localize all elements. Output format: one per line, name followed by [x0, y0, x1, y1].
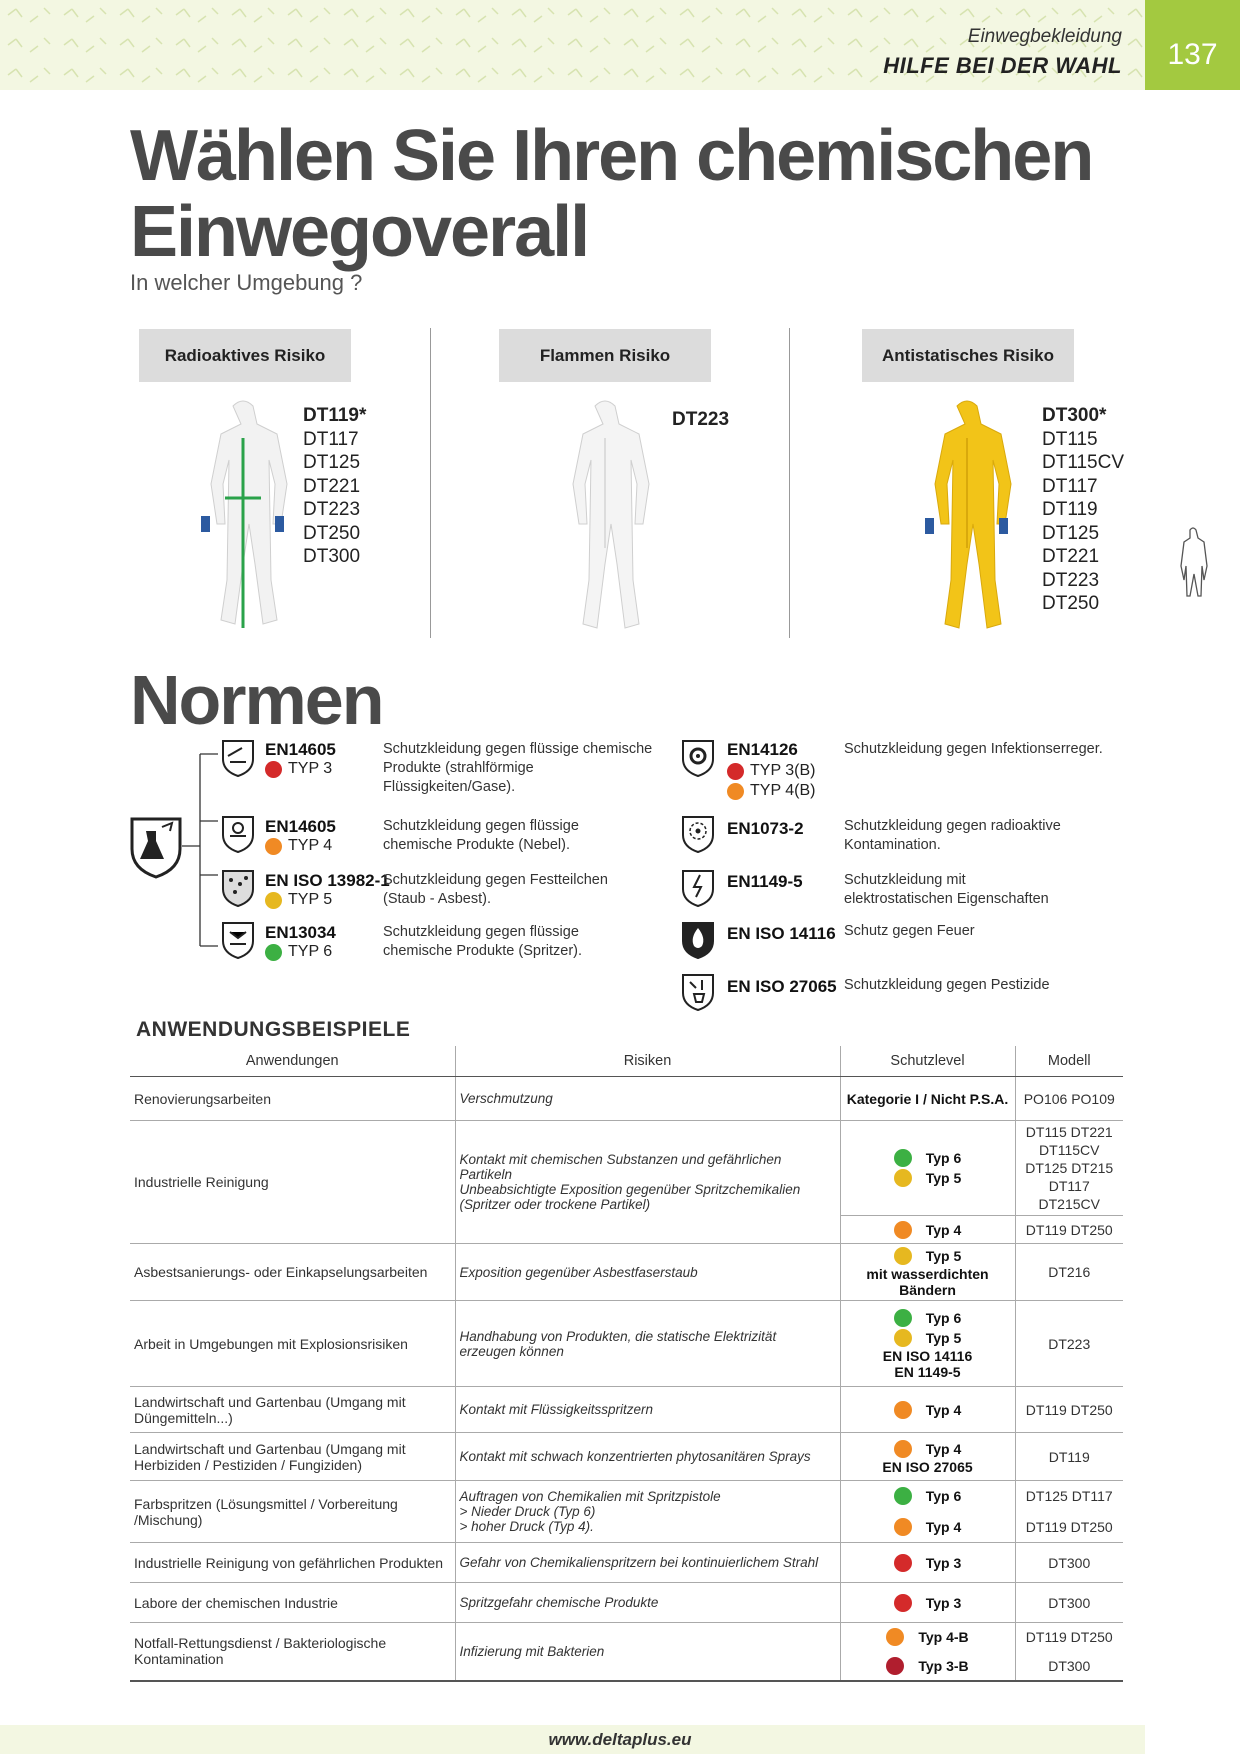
model-item: DT115CV: [1042, 452, 1125, 473]
norm-type: TYP 6: [288, 943, 333, 960]
level-dot-dark-red: [886, 1657, 904, 1675]
col-header-level: Schutzlevel: [840, 1046, 1015, 1077]
antistatic-icon: [680, 868, 716, 908]
level-dot-orange: [727, 783, 744, 800]
level-norm: EN 1149-5: [894, 1363, 961, 1380]
cell-level: [840, 1481, 1015, 1512]
cell-level: [840, 1652, 1015, 1681]
divider: [789, 328, 790, 638]
risk-line: Auftragen von Chemikalien mit Spritzpistole: [459, 1489, 721, 1504]
level-dot-green: [265, 944, 282, 961]
cell-application: Industrielle Reinigung: [130, 1121, 455, 1244]
norm-code: EN ISO 27065: [727, 977, 837, 996]
norm-desc: Schutzkleidung gegen Pestizide: [844, 977, 1050, 993]
level-label: Typ 4: [925, 1518, 962, 1535]
liquid-jet-icon: [220, 738, 256, 778]
cell-model: DT119 DT250: [1015, 1623, 1123, 1652]
header-title: HILFE BEI DER WAHL: [883, 53, 1122, 78]
cell-level: [840, 1121, 1015, 1216]
model-list-radioactive: [303, 404, 366, 569]
level-dot-orange: [894, 1401, 912, 1419]
risk-line: Unbeabsichtigte Exposition gegenüber Spritzchemikalien: [459, 1182, 801, 1197]
cell-risk: Spritzgefahr chemische Produkte: [455, 1583, 840, 1623]
table-row: [130, 1077, 1123, 1121]
norm-type: TYP 4(B): [750, 782, 816, 799]
norm-code: EN14605: [265, 817, 336, 836]
coverall-outline-icon: [1178, 526, 1208, 612]
norm-item: [265, 817, 336, 855]
cell-risk: Exposition gegenüber Asbestfaserstaub: [455, 1244, 840, 1301]
model-item: DT223: [303, 499, 361, 520]
level-note: mit wasserdichten Bändern: [866, 1266, 989, 1298]
level-label: Typ 6: [925, 1309, 962, 1326]
level-norm: EN ISO 14116: [882, 1347, 973, 1364]
level-label: Typ 4-B: [918, 1629, 969, 1646]
model-featured: DT119*: [303, 405, 367, 426]
table-row: [130, 1121, 1123, 1216]
risk-line: (Spritzer oder trockene Partikel): [459, 1197, 651, 1212]
model-item: DT221: [303, 475, 361, 497]
model-item: DT221: [1042, 546, 1100, 567]
norm-code: EN13034: [265, 923, 336, 942]
cell-level: [840, 1583, 1015, 1623]
norm-code: EN14126: [727, 740, 798, 759]
risk-label-radioactive: Radioaktives Risiko: [139, 329, 351, 382]
model-item: DT250: [1042, 593, 1100, 614]
cell-application: Notfall-Rettungsdienst / Bakteriologische Kontamination: [130, 1623, 455, 1681]
norm-code: EN1149-5: [727, 872, 803, 891]
flame-icon: [680, 920, 716, 960]
norm-desc: Schutzkleidung gegen Infektionserreger.: [844, 741, 1103, 757]
table-row: [130, 1433, 1123, 1481]
coverall-image-white-green: [195, 398, 291, 633]
model-item: DT115: [1042, 428, 1098, 450]
cell-risk: Handhabung von Produkten, die statische Elektrizität erzeugen können: [455, 1301, 840, 1387]
norm-desc: Schutzkleidung mit elektrostatischen Eigenschaften: [844, 872, 1049, 907]
cell-application: Labore der chemischen Industrie: [130, 1583, 455, 1623]
norm-code: EN ISO 13982-1: [265, 871, 390, 890]
table-row: [130, 1623, 1123, 1652]
level-dot-yellow: [265, 892, 282, 909]
norm-item: [727, 740, 816, 800]
level-dot-orange: [894, 1440, 912, 1458]
level-dot-green: [894, 1309, 912, 1327]
cell-model: DT119 DT250: [1015, 1387, 1123, 1433]
col-header-applications: Anwendungen: [130, 1046, 455, 1077]
cell-risk: [455, 1481, 840, 1543]
model-item: DT125: [303, 452, 361, 473]
norm-item: [265, 923, 336, 961]
model-item: DT125: [1042, 522, 1100, 544]
cell-model: PO106 PO109: [1015, 1077, 1123, 1121]
level-label: Typ 3: [925, 1594, 962, 1611]
cell-application: Asbestsanierungs- oder Einkapselungsarbeiten: [130, 1244, 455, 1301]
level-dot-orange: [886, 1628, 904, 1646]
normen-heading: Normen: [130, 661, 383, 739]
page-title-line2: Einwegoverall: [130, 192, 589, 272]
bracket-lines: [180, 750, 220, 950]
cell-level: [840, 1387, 1015, 1433]
cell-model: DT300: [1015, 1583, 1123, 1623]
page-title-line1: Wählen Sie Ihren chemischen: [130, 116, 1093, 196]
level-label: Typ 3-B: [918, 1657, 969, 1674]
cell-level: [840, 1433, 1015, 1481]
cell-risk: Gefahr von Chemikalienspritzern bei kontinuierlichem Strahl: [455, 1543, 840, 1583]
page-number: 137: [1145, 0, 1240, 90]
model-item: DT117: [303, 428, 359, 450]
norm-type: TYP 5: [288, 891, 333, 908]
model-item: DT250: [303, 522, 361, 544]
norm-desc: Schutzkleidung gegen radioaktive Kontamination.: [844, 818, 1061, 853]
cell-level: [840, 1512, 1015, 1543]
applications-table: [130, 1046, 1123, 1682]
cell-model: DT119 DT250: [1015, 1216, 1123, 1244]
radioactive-icon: [680, 814, 716, 854]
level-label: Typ 3: [925, 1554, 962, 1571]
level-dot-orange: [265, 838, 282, 855]
model-featured: DT223: [672, 409, 730, 430]
norm-desc: Schutz gegen Feuer: [844, 923, 975, 939]
cell-model: DT125 DT117: [1015, 1481, 1123, 1512]
norm-code: EN1073-2: [727, 819, 804, 838]
norm-desc: Schutzkleidung gegen Festteilchen (Staub - Asbest).: [383, 872, 608, 907]
norm-item: [265, 871, 390, 909]
cell-risk: Verschmutzung: [455, 1077, 840, 1121]
norm-type: TYP 3: [288, 760, 333, 777]
level-dot-yellow: [894, 1169, 912, 1187]
model-item: DT223: [1042, 569, 1100, 591]
table-row: [130, 1543, 1123, 1583]
norm-desc: Schutzkleidung gegen flüssige chemische Produkte (strahlförmige Flüssigkeiten/Gase).: [383, 741, 653, 795]
page-subtitle: In welcher Umgebung ?: [130, 270, 363, 295]
col-header-risks: Risiken: [455, 1046, 840, 1077]
cell-risk: Kontakt mit Flüssigkeitsspritzern: [455, 1387, 840, 1433]
level-dot-red: [265, 761, 282, 778]
cell-model: DT300: [1015, 1652, 1123, 1681]
cell-model: DT115 DT221 DT115CV DT125 DT215 DT117 DT215CV: [1015, 1121, 1123, 1216]
norm-code: EN ISO 14116: [727, 924, 836, 943]
applications-heading: ANWENDUNGSBEISPIELE: [136, 1018, 411, 1041]
level-dot-red: [894, 1554, 912, 1572]
model-item: DT300: [303, 546, 361, 567]
level-label: Typ 4: [925, 1440, 962, 1457]
cell-risk: Kontakt mit schwach konzentrierten phytosanitären Sprays: [455, 1433, 840, 1481]
model-item: DT119: [1042, 499, 1098, 520]
header-category: Einwegbekleidung: [967, 26, 1122, 47]
model-item: DT117: [1042, 475, 1098, 497]
level-dot-orange: [894, 1518, 912, 1536]
cell-level: [840, 1301, 1015, 1387]
level-norm: EN ISO 27065: [882, 1458, 973, 1475]
level-label: Typ 6: [925, 1150, 962, 1166]
cell-application: Landwirtschaft und Gartenbau (Umgang mit Herbiziden / Pestiziden / Fungiziden): [130, 1433, 455, 1481]
cell-model: DT119: [1015, 1433, 1123, 1481]
model-featured: DT300*: [1042, 405, 1107, 426]
cell-level: [840, 1244, 1015, 1301]
pesticide-icon: [680, 972, 716, 1012]
cell-application: Renovierungsarbeiten: [130, 1077, 455, 1121]
level-dot-orange: [894, 1221, 912, 1239]
risk-label-antistatic: Antistatisches Risiko: [862, 329, 1074, 382]
risk-label-flame: Flammen Risiko: [499, 329, 711, 382]
table-row: [130, 1301, 1123, 1387]
footer-url-link[interactable]: www.deltaplus.eu: [548, 1730, 692, 1749]
cell-level: [840, 1623, 1015, 1652]
cell-risk: [455, 1121, 840, 1244]
risk-line: > Nieder Druck (Typ 6): [459, 1504, 596, 1519]
level-label: Typ 6: [925, 1488, 962, 1505]
cell-application: Landwirtschaft und Gartenbau (Umgang mit Düngemitteln...): [130, 1387, 455, 1433]
cell-model: DT223: [1015, 1301, 1123, 1387]
risk-line: Kontakt mit chemischen Substanzen und gefährlichen Partikeln: [459, 1152, 782, 1182]
cell-level: [840, 1216, 1015, 1244]
norm-type: TYP 3(B): [750, 762, 816, 779]
norm-type: TYP 4: [288, 837, 333, 854]
risk-line: > hoher Druck (Typ 4).: [459, 1519, 594, 1534]
coverall-image-white: [557, 398, 653, 638]
chemical-protection-shield-icon: [128, 815, 184, 879]
cell-application: Farbspritzen (Lösungsmittel / Vorbereitung /Mischung): [130, 1481, 455, 1543]
norm-code: EN14605: [265, 740, 336, 759]
table-row: [130, 1244, 1123, 1301]
model-list-flame: [672, 408, 729, 432]
table-row: [130, 1583, 1123, 1623]
splash-icon: [220, 920, 256, 960]
table-header-row: [130, 1046, 1123, 1077]
table-row: [130, 1481, 1123, 1512]
table-row: [130, 1387, 1123, 1433]
level-dot-green: [894, 1487, 912, 1505]
cell-level: Kategorie I / Nicht P.S.A.: [840, 1077, 1015, 1121]
cell-level: [840, 1543, 1015, 1583]
level-label: Typ 5: [925, 1329, 962, 1346]
cell-application: Arbeit in Umgebungen mit Explosionsrisiken: [130, 1301, 455, 1387]
page-title: [130, 118, 1092, 270]
level-dot-yellow: [894, 1247, 912, 1265]
cell-model: DT119 DT250: [1015, 1512, 1123, 1543]
level-label: Typ 5: [925, 1248, 962, 1264]
model-list-antistatic: [1042, 404, 1124, 616]
spray-mist-icon: [220, 814, 256, 854]
norm-desc: Schutzkleidung gegen flüssige chemische Produkte (Nebel).: [383, 818, 579, 853]
norm-desc: Schutzkleidung gegen flüssige chemische Produkte (Spritzer).: [383, 924, 583, 959]
cell-model: DT300: [1015, 1543, 1123, 1583]
level-dot-green: [894, 1149, 912, 1167]
norm-item: [265, 740, 336, 778]
level-dot-red: [727, 763, 744, 780]
cell-application: Industrielle Reinigung von gefährlichen Produkten: [130, 1543, 455, 1583]
level-label: Typ 4: [925, 1221, 962, 1238]
divider: [430, 328, 431, 638]
level-dot-red: [894, 1594, 912, 1612]
level-label: Typ 4: [925, 1401, 962, 1418]
cell-model: DT216: [1015, 1244, 1123, 1301]
level-label: Typ 5: [925, 1170, 962, 1186]
cell-risk: Infizierung mit Bakterien: [455, 1623, 840, 1681]
level-dot-yellow: [894, 1329, 912, 1347]
col-header-model: Modell: [1015, 1046, 1123, 1077]
dust-particles-icon: [220, 868, 256, 908]
coverall-image-yellow: [919, 398, 1015, 638]
biohazard-icon: [680, 738, 716, 778]
